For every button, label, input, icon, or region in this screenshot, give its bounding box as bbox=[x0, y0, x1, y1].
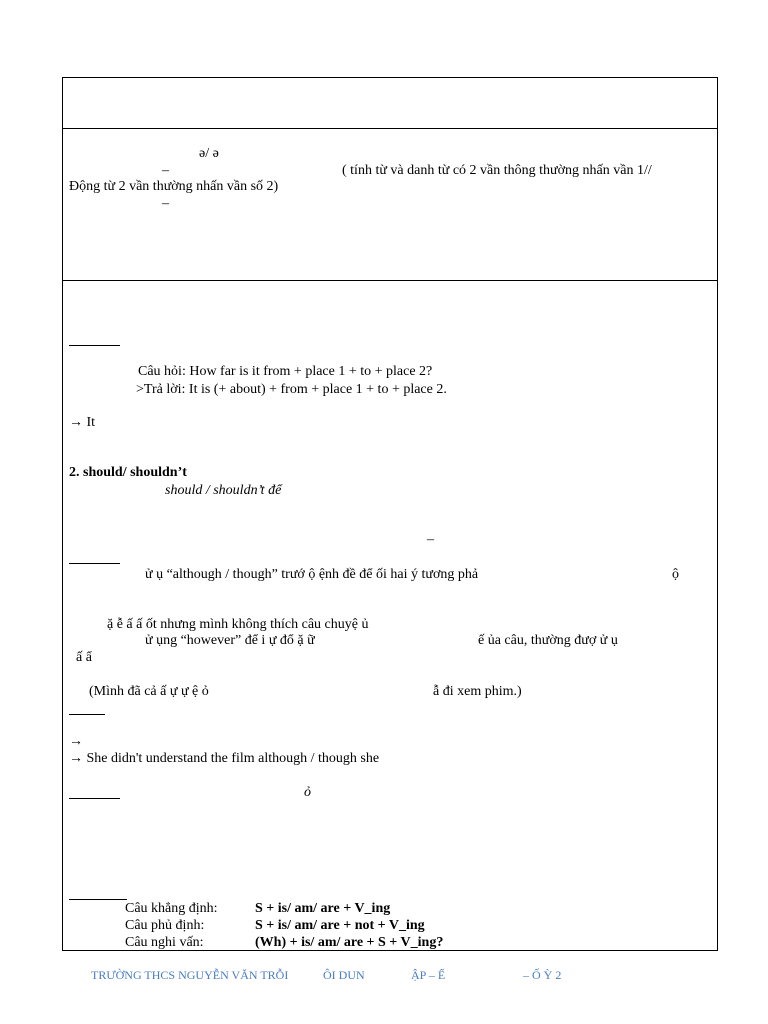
however-rule-end: ế ủa câu, thường đượ ử ụ bbox=[478, 633, 618, 648]
phonetic-symbols: ə/ ə bbox=[199, 146, 219, 161]
stress-rule-line2: Động từ 2 vần thường nhấn vần số 2) bbox=[69, 179, 279, 194]
divider-1 bbox=[62, 128, 718, 129]
example-line: → It bbox=[69, 415, 96, 430]
example-answer: → She didn't understand the film although / though she bbox=[69, 751, 380, 766]
answer-formula: >Trả lời: It is (+ about) + from + place 1 + to + place 2. bbox=[136, 382, 447, 397]
example-translation: (Mình đã cả ấ ự ự ệ ỏ bbox=[89, 684, 209, 699]
blank-line bbox=[69, 714, 105, 715]
heading-underline bbox=[69, 899, 127, 900]
dash-mark: – bbox=[162, 196, 169, 211]
footer-part: ÔI DUN bbox=[323, 968, 365, 982]
although-rule-end: ộ bbox=[672, 567, 679, 582]
divider-2 bbox=[62, 280, 718, 281]
however-rule-cont: ấ ẩ bbox=[76, 650, 92, 665]
dash-mark: – bbox=[427, 532, 434, 547]
however-rule: ử ụng “however” để i ự đổ ặ ữ bbox=[145, 633, 315, 648]
footer-part: ẬP – Ế bbox=[411, 968, 446, 982]
section-title-should: 2. should/ shouldn’t bbox=[69, 465, 187, 480]
although-rule: ử ụ “although / though” trướ ộ ệnh đề để ối hai ý tương phả bbox=[145, 567, 479, 582]
affirmative-label: Câu khẳng định: bbox=[125, 901, 218, 916]
content-frame bbox=[62, 77, 718, 951]
example-translation-end: ẫ đi xem phim.) bbox=[433, 684, 522, 699]
dash-mark: – bbox=[162, 163, 169, 178]
heading-underline bbox=[69, 563, 120, 564]
footer-school: TRƯỜNG THCS NGUYỄN VĂN TRỖI bbox=[91, 968, 289, 982]
question-label: Câu nghi vấn: bbox=[125, 935, 204, 950]
question-formula-continuous: (Wh) + is/ am/ are + S + V_ing? bbox=[255, 935, 444, 950]
negative-label: Câu phủ định: bbox=[125, 918, 205, 933]
example-sentence: ặ ễ ấ ấ ốt nhưng mình không thích câu chuyệ ủ bbox=[107, 617, 369, 632]
footer-part: – Ố Ỳ 2 bbox=[523, 968, 562, 982]
question-formula: Câu hỏi: How far is it from + place 1 + to + place 2? bbox=[138, 364, 433, 379]
affirmative-formula: S + is/ am/ are + V_ing bbox=[255, 901, 391, 916]
heading-underline bbox=[69, 345, 120, 346]
diacritic-glyph: ỏ bbox=[304, 785, 311, 800]
heading-underline bbox=[69, 798, 120, 799]
arrow-line: → bbox=[69, 734, 83, 749]
stress-rule-line1: ( tính từ và danh từ có 2 vần thông thường nhấn vần 1// bbox=[342, 163, 652, 178]
should-usage: should / shouldn’t để bbox=[165, 483, 282, 498]
negative-formula: S + is/ am/ are + not + V_ing bbox=[255, 918, 425, 933]
